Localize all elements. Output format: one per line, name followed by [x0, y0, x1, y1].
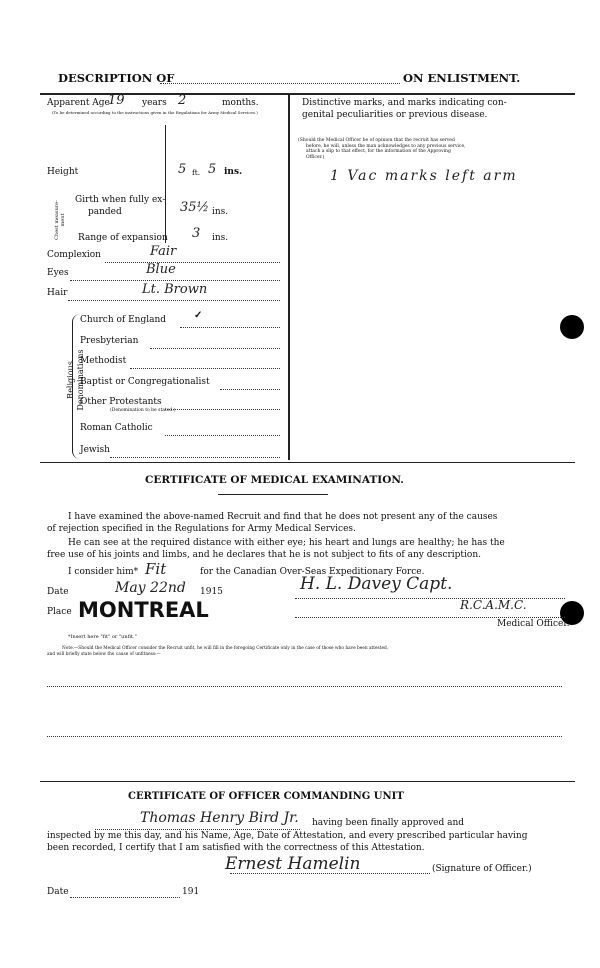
dotted-line — [70, 280, 280, 281]
height-ft: 5 — [178, 162, 187, 177]
divider — [40, 462, 575, 463]
divider — [40, 781, 575, 782]
dotted-line — [105, 262, 280, 263]
officer-label: Medical Officer. — [497, 619, 570, 629]
religion-item: Presbyterian — [80, 336, 139, 346]
height-ins: 5 — [208, 162, 217, 177]
dotted-line — [110, 457, 280, 458]
marks-note-line: before, he will, unless the man acknowledges to any previous service, — [306, 143, 466, 149]
measurement-divider — [165, 125, 166, 243]
marks-label: Distinctive marks, and marks indicating con- — [302, 98, 507, 108]
medical-text: He can see at the required distance with either eye; his heart and lungs are healthy; he has the — [68, 538, 505, 548]
dotted-line — [165, 409, 280, 410]
medical-text: free use of his joints and limbs, and he declares that he is not subject to fits of any description. — [47, 550, 481, 560]
insert-note: *Insert here "fit" or "unfit." — [68, 634, 137, 640]
title-rule — [218, 494, 328, 495]
hair-label: Hair — [47, 288, 68, 298]
commanding-date-label: Date — [47, 887, 69, 897]
medical-note: Note.—Should the Medical Officer consider the Recruit unfit, he will fill in the foregoing Certificate only in the case of those who have been attested, — [62, 646, 389, 651]
height-ft-label: ft. — [192, 168, 201, 177]
marks-note-line: Officer.) — [306, 154, 325, 160]
commanding-text: inspected by me this day, and his Name, Age, Date of Attestation, and every prescribed particular having — [47, 831, 528, 841]
place-label: Place — [47, 607, 72, 617]
header-left: DESCRIPTION OF — [58, 71, 175, 85]
medical-title: CERTIFICATE OF MEDICAL EXAMINATION. — [145, 474, 404, 486]
dotted-line — [130, 368, 280, 369]
dotted-line — [70, 897, 180, 898]
height-ins-label: ins. — [224, 167, 243, 177]
dotted-line — [47, 686, 562, 687]
girth-label-cont: panded — [88, 207, 122, 217]
chest-label: Chest measure-ment — [54, 200, 66, 240]
marks-note — [298, 138, 466, 160]
religion-item: Roman Catholic — [80, 423, 153, 433]
consider-label: I consider him* — [68, 567, 139, 577]
medical-text: of rejection specified in the Regulations for Army Medical Services. — [47, 524, 356, 534]
chest-range: 3 — [192, 226, 201, 241]
eyes-value: Blue — [146, 262, 176, 277]
months-label: months. — [222, 98, 259, 108]
marks-note-line: attach a slip to that effect, for the information of the Approving — [306, 149, 451, 154]
years-label: years — [142, 98, 167, 108]
commanding-year: 191 — [182, 887, 200, 897]
dotted-line — [150, 348, 280, 349]
dotted-line — [180, 327, 280, 328]
signature-label: (Signature of Officer.) — [432, 864, 532, 874]
other-note: (Denomination to be stated.) — [110, 408, 176, 413]
exam-year: 1915 — [200, 587, 223, 597]
religion-item: Baptist or Congregationalist — [80, 377, 210, 387]
force-text: for the Canadian Over-Seas Expeditionary Force. — [200, 567, 425, 577]
dotted-line — [220, 389, 280, 390]
religion-item: Jewish — [80, 445, 110, 455]
religion-label: Religious Denominations — [66, 349, 85, 411]
range-unit: ins. — [212, 233, 229, 243]
officer-signature: Ernest Hamelin — [225, 854, 361, 874]
recruit-name: Thomas Henry Bird Jr. — [140, 810, 299, 826]
religion-item: Other Protestants — [80, 397, 162, 407]
commanding-text: been recorded, I certify that I am satisfied with the correctness of this Attestation. — [47, 843, 425, 853]
age-note: (To be determined according to the instructions given in the Regulations for Army Medical Services.) — [52, 110, 258, 115]
exam-date: May 22nd — [115, 580, 186, 596]
dotted-line — [95, 829, 300, 830]
complexion-value: Fair — [150, 244, 177, 259]
dotted-line — [165, 435, 280, 436]
range-label: Range of expansion — [78, 233, 168, 243]
commanding-title: CERTIFICATE OF OFFICER COMMANDING UNIT — [128, 791, 404, 802]
girth-unit: ins. — [212, 207, 229, 217]
date-label: Date — [47, 587, 69, 597]
place-stamp: MONTREAL — [78, 598, 209, 622]
height-label: Height — [47, 167, 79, 177]
complexion-label: Complexion — [47, 250, 101, 260]
girth-label: Girth when fully ex- — [75, 195, 166, 205]
religion-item: Methodist — [80, 356, 127, 366]
medical-signature: H. L. Davey Capt. — [300, 574, 453, 594]
chest-girth: 35½ — [180, 200, 210, 215]
church-check-mark: ✓ — [194, 310, 203, 321]
column-divider — [288, 95, 290, 460]
marks-value: 1 Vac marks left arm — [330, 168, 518, 184]
fit-value: Fit — [145, 560, 167, 578]
medical-text: I have examined the above-named Recruit and find that he does not present any of the causes — [68, 512, 498, 522]
marks-label-cont: genital peculiarities or previous disease. — [302, 110, 488, 120]
religion-item: Church of England — [80, 315, 167, 325]
punch-hole — [560, 315, 584, 339]
header-right: ON ENLISTMENT. — [403, 71, 521, 85]
marks-note-line: (Should the Medical Officer be of opinion that the recruit has served — [298, 138, 455, 143]
medical-signature-corps: R.C.A.M.C. — [460, 598, 527, 612]
dotted-line — [230, 873, 430, 874]
hair-value: Lt. Brown — [142, 282, 208, 297]
dotted-line — [160, 83, 400, 84]
dotted-line — [68, 300, 280, 301]
dotted-line — [47, 736, 562, 737]
age-label: Apparent Age — [47, 98, 110, 108]
eyes-label: Eyes — [47, 268, 69, 278]
age-years: 19 — [108, 93, 125, 108]
medical-note-cont: and will briefly state below the cause of unfitness:— — [47, 652, 161, 657]
age-months: 2 — [178, 93, 187, 108]
dotted-line — [295, 617, 565, 618]
commanding-text: having been finally approved and — [312, 818, 465, 828]
